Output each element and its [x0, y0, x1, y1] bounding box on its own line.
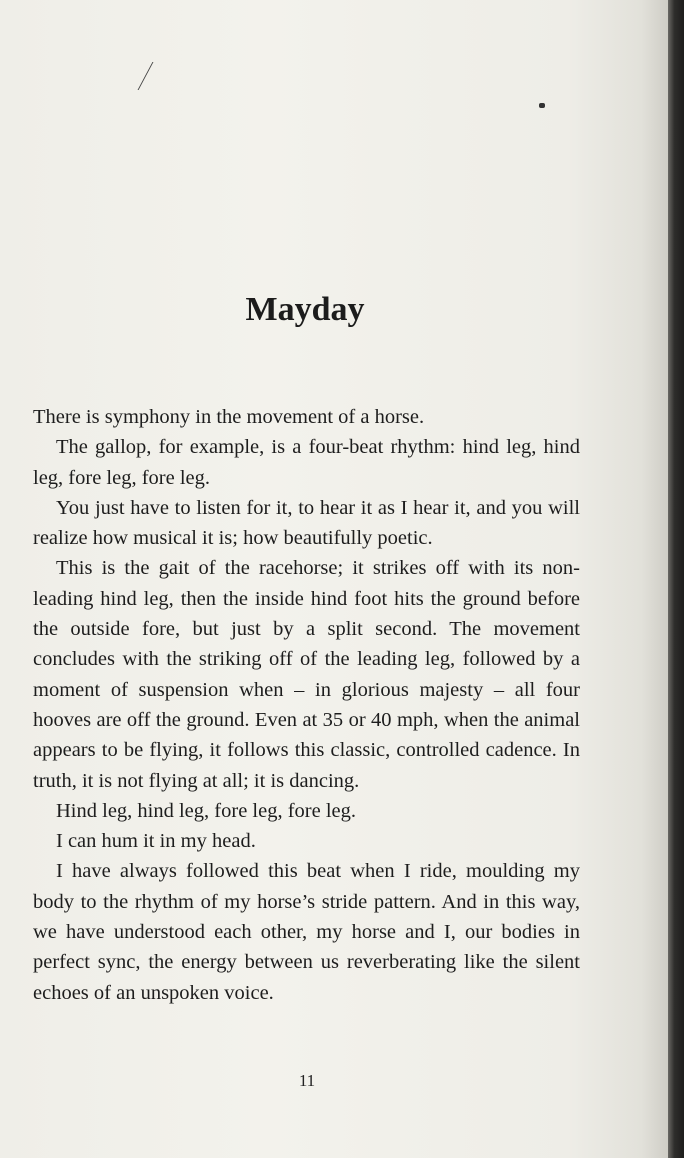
- paragraph: You just have to listen for it, to hear it as I hear it, and you will realize how musical it is; how beautifully poetic.: [33, 496, 580, 550]
- paragraph: I can hum it in my head.: [56, 830, 256, 853]
- paragraph: There is symphony in the movement of a horse.: [33, 406, 425, 428]
- paragraph: This is the gait of the racehorse; it strikes off with its non-leading hind leg, then the inside hind foot hits the ground before the outside fore, but just by a split second. The movement concludes with the striking off of the leading leg, followed by a moment of suspension when – in glorious majesty – all four hooves are off the ground. Even at 35 or 40 mph, when the animal appears to be flying, it follows this classic, controlled cadence. In truth, it is not flying at all; it is dancing.: [33, 557, 580, 792]
- ink-speck: [539, 103, 545, 108]
- page-number: 11: [298, 1071, 316, 1090]
- paragraph: Hind leg, hind leg, fore leg, fore leg.: [56, 799, 357, 822]
- paragraph: The gallop, for example, is a four-beat rhythm: hind leg, hind leg, fore leg, fore leg.: [33, 436, 580, 489]
- chapter-body: [33, 402, 580, 1008]
- paragraph: I have always followed this beat when I ride, moulding my body to the rhythm of my horse’s stride pattern. And in this way, we have understood each other, my horse and I, our bodies in perfect sync, the energy between us reverberating like the silent echoes of an unspoken voice.: [33, 860, 580, 1004]
- chapter-title: Mayday: [245, 290, 365, 328]
- book-spine-edge: [668, 0, 684, 1158]
